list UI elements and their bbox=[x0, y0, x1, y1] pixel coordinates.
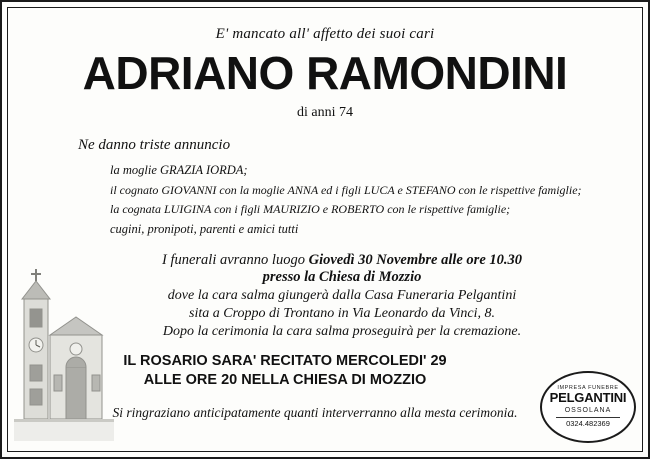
thanks-line: Si ringraziano anticipatamente quanti interverranno alla mesta cerimonia. bbox=[112, 404, 518, 420]
funeral-line-1 bbox=[80, 252, 604, 269]
logo-oval bbox=[540, 371, 636, 443]
funeral-home-logo bbox=[540, 371, 636, 443]
funeral-line-5: Dopo la cerimonia la cara salma proseguirà per la cremazione. bbox=[162, 323, 522, 339]
logo-top-text: IMPRESA FUNEBRE bbox=[557, 385, 619, 392]
list-item: la cognata LUIGINA con i figli MAURIZIO e ROBERTO con le rispettive famiglie; bbox=[110, 201, 511, 216]
rosary-line-2: ALLE ORE 20 NELLA CHIESA DI MOZZIO bbox=[143, 372, 427, 389]
relatives-list bbox=[110, 160, 612, 239]
funeral-line-1-prefix: I funerali avranno luogo bbox=[161, 251, 309, 268]
list-item: la moglie GRAZIA IORDA; bbox=[110, 163, 248, 178]
logo-location: OSSOLANA bbox=[564, 406, 612, 414]
logo-name: PELGANTINI bbox=[549, 390, 627, 406]
announce-line: Ne danno triste annuncio bbox=[78, 137, 231, 154]
funeral-details bbox=[80, 252, 604, 340]
rosary-notice bbox=[60, 352, 510, 391]
logo-phone: 0324.482369 bbox=[556, 417, 620, 428]
funeral-datetime: Giovedì 30 Novembre alle ore 10.30 bbox=[308, 251, 523, 268]
list-item: cugini, pronipoti, parenti e amici tutti bbox=[110, 222, 299, 237]
list-item: il cognato GIOVANNI con la moglie ANNA ed i figli LUCA e STEFANO con le rispettive famiglie; bbox=[110, 182, 582, 197]
funeral-line-3: dove la cara salma giungerà dalla Casa Funeraria Pelgantini bbox=[167, 287, 517, 303]
deceased-name: ADRIANO RAMONDINI bbox=[82, 47, 568, 99]
age-line: di anni 74 bbox=[297, 105, 353, 121]
preamble-text: E' mancato all' affetto dei suoi cari bbox=[215, 26, 435, 42]
funeral-church: presso la Chiesa di Mozzio bbox=[262, 268, 422, 285]
rosary-line-1: IL ROSARIO SARA' RECITATO MERCOLEDI' 29 bbox=[123, 352, 447, 369]
funeral-line-4: sita a Croppo di Trontano in Via Leonardo da Vinci, 8. bbox=[189, 305, 495, 321]
